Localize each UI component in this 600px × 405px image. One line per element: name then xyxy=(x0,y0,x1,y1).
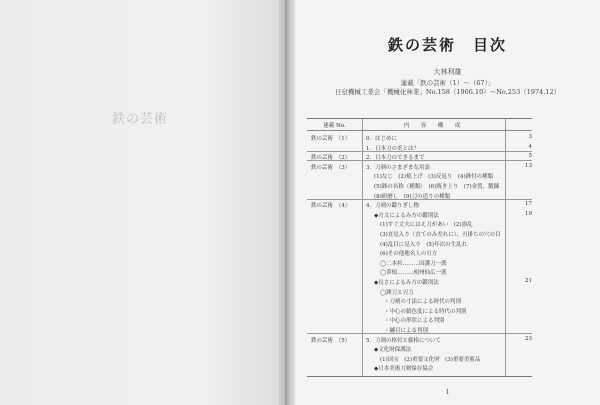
page-number: 1 xyxy=(445,389,450,396)
column-divider xyxy=(362,119,363,376)
toc-page-number: 5 xyxy=(528,153,532,160)
toc-entry: 1．日本刀の美とは？ xyxy=(366,145,419,152)
author-name: 大林利雄 xyxy=(433,68,462,76)
toc-entry: (8)研磨し (9)刀の造りの種類 xyxy=(374,193,451,200)
toc-source: 鉄の芸術 （4） xyxy=(311,203,351,210)
section-divider xyxy=(307,160,532,161)
toc-source: 鉄の芸術 （2） xyxy=(311,155,351,162)
toc-entry: ◆文化財保護法 xyxy=(374,347,412,354)
toc-page-number: 13 xyxy=(525,162,532,169)
toc-page-number: 17 xyxy=(525,201,532,208)
left-page xyxy=(0,0,285,405)
toc-source: 鉄の芸術 （5） xyxy=(311,337,351,344)
toc-entry: ◆長さによるみ方の鑑別法 xyxy=(374,280,439,286)
toc-entry: (5)鋒の名称（種類） (6)焼き上り (7)金質、鍛錬 xyxy=(374,184,500,190)
section-divider xyxy=(307,333,532,334)
toc-page-number: 3 xyxy=(528,134,532,140)
toc-entry: 4．刀剣の鑑りぎし物 xyxy=(366,203,419,210)
series-line-2: 日窒機械工業会「機械化林業」No.158（1966.10）～No.253（1974.12） xyxy=(334,88,561,96)
toc-entry: (3)直見入り（直てのみ差れに）、刃掛ちの穴の目 xyxy=(380,232,501,238)
toc-entry: 0．はじめに xyxy=(366,136,397,142)
right-page xyxy=(295,0,600,405)
toc-entry: (4)乱目に見入り (5)年次の生乱れ xyxy=(380,241,468,248)
toc-entry: (1)なじ (2)焼上げ (3)反返り (4)鋒付の種類 xyxy=(374,174,494,181)
toc-page-number: 4 xyxy=(528,143,532,150)
page-title: 鉄の芸術 目次 xyxy=(387,36,507,54)
toc-page-number: 23 xyxy=(525,335,532,342)
toc-entry: ・鑢目による判別 xyxy=(384,328,429,334)
series-info xyxy=(295,79,600,97)
toc-entry: ◯葦根………相州仙広一派 xyxy=(380,270,447,277)
toc-entry: ◯二本杉………国護刀一派 xyxy=(380,260,447,267)
toc-entry: (6)その他地名人の刃方 xyxy=(380,251,438,258)
toc-entry: (1)国宝 (2)重要文化財 (3)重要美術品 xyxy=(380,356,481,363)
toc-entry: ・刀剣の寸法による時代の判別 xyxy=(384,299,462,306)
toc-entry: ・中心の錆色度による時代の判別 xyxy=(384,308,467,315)
book-gutter xyxy=(285,0,295,405)
toc-entry: (1)すぐ丈夫にはえ刀があい (2)凛乱 xyxy=(380,222,473,229)
section-divider xyxy=(307,199,532,200)
toc-entry: 5．刀剣の格付と価格について xyxy=(366,337,441,344)
header-contents: 内 容 構 成 xyxy=(403,123,464,129)
series-line-1: 連載「鉄の芸術（1）～（67）」 xyxy=(400,79,495,87)
header-source: 連載 No. xyxy=(323,123,346,129)
toc-page-number: 19 xyxy=(525,210,532,217)
show-through-text: 鉄の芸術 xyxy=(112,112,169,127)
toc-page-number: 21 xyxy=(525,278,532,284)
table-header xyxy=(307,119,532,131)
toc-entry: 2．日本刀のできるまで xyxy=(366,155,425,162)
toc-source: 鉄の芸術 （3） xyxy=(311,164,351,171)
section-divider xyxy=(307,151,532,152)
toc-entry: ◆日本美術刀剣保存協会 xyxy=(374,366,434,373)
table-of-contents xyxy=(307,118,532,377)
toc-entry: ◆刃文によるみ方の鑑別法 xyxy=(374,212,439,219)
toc-entry: ・中心の形状による判別 xyxy=(384,318,445,325)
toc-entry: ◯鋒刀と刃刀 xyxy=(380,289,414,296)
toc-source: 鉄の芸術 （1） xyxy=(311,136,351,142)
toc-entry: 3．刀剣のさまざまな用語 xyxy=(366,164,431,171)
